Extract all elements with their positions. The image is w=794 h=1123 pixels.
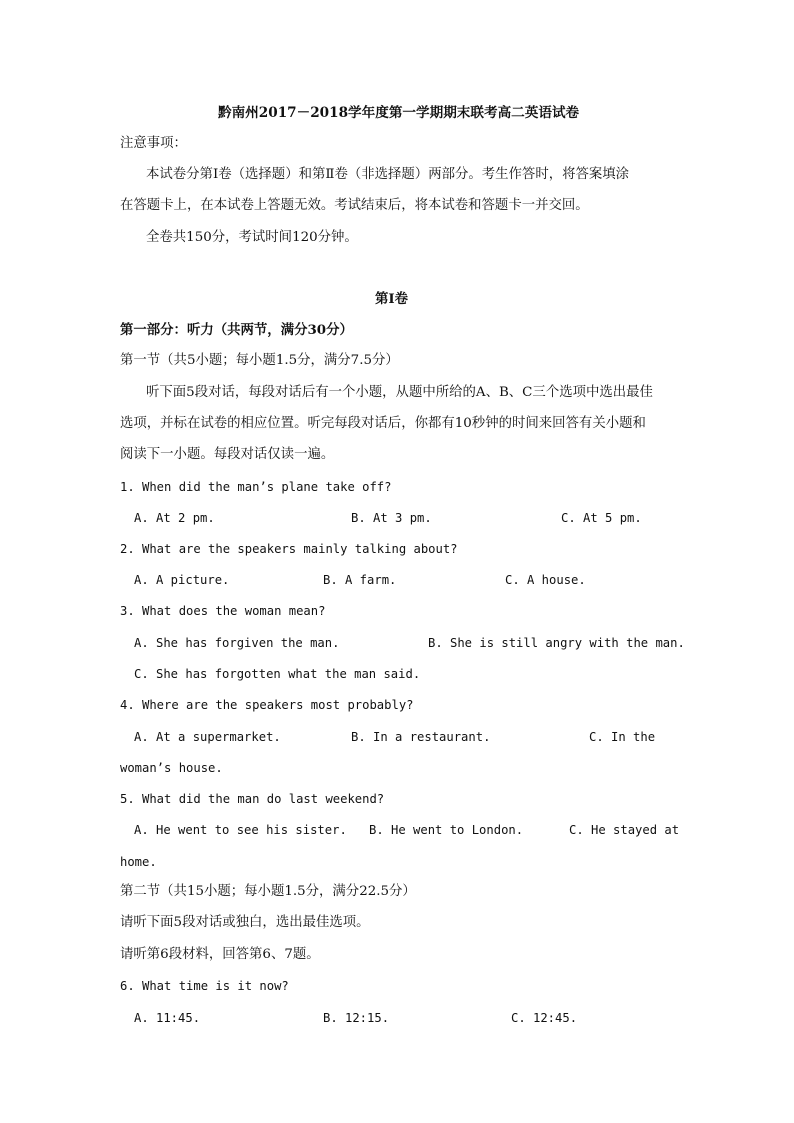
section2-instruction: 请听下面5段对话或独白，选出最佳选项。 bbox=[120, 915, 370, 930]
section1-instruction-3: 阅读下一小题。每段对话仅读一遍。 bbox=[120, 447, 335, 462]
question-5-option-c: C. He stayed at bbox=[569, 823, 680, 837]
question-1-option-a: A. At 2 pm. bbox=[134, 511, 215, 525]
notice-label: 注意事项： bbox=[120, 136, 187, 151]
part1-title: 第一部分：听力（共两节，满分30分） bbox=[120, 322, 353, 338]
question-5-option-b: B. He went to London. bbox=[369, 823, 524, 837]
question-2-option-b: B. A farm. bbox=[323, 573, 397, 587]
question-5-option-a: A. He went to see his sister. bbox=[134, 823, 347, 837]
volume-title: 第Ⅰ卷 bbox=[375, 291, 409, 307]
question-4-option-c-continued: woman’s house. bbox=[120, 761, 223, 775]
section2-title: 第二节（共15小题；每小题1.5分，满分22.5分） bbox=[120, 884, 416, 899]
question-2-option-a: A. A picture. bbox=[134, 573, 230, 587]
question-4-option-a: A. At a supermarket. bbox=[134, 730, 281, 744]
question-5-option-c-continued: home. bbox=[120, 855, 157, 869]
question-1-stem: 1. When did the man’s plane take off? bbox=[120, 480, 392, 494]
question-1-option-b: B. At 3 pm. bbox=[351, 511, 432, 525]
question-3-option-b: B. She is still angry with the man. bbox=[428, 636, 685, 650]
question-5-stem: 5. What did the man do last weekend? bbox=[120, 792, 385, 806]
question-3-option-c: C. She has forgotten what the man said. bbox=[134, 667, 421, 681]
question-6-option-a: A. 11:45. bbox=[134, 1011, 201, 1025]
question-3-option-a: A. She has forgiven the man. bbox=[134, 636, 340, 650]
question-6-option-b: B. 12:15. bbox=[323, 1011, 390, 1025]
notice-line-1: 本试卷分第Ⅰ卷（选择题）和第Ⅱ卷（非选择题）两部分。考生作答时，将答案填涂 bbox=[146, 167, 630, 182]
notice-line-2: 在答题卡上，在本试卷上答题无效。考试结束后，将本试卷和答题卡一并交回。 bbox=[120, 198, 589, 213]
question-3-stem: 3. What does the woman mean? bbox=[120, 604, 326, 618]
question-2-stem: 2. What are the speakers mainly talking about? bbox=[120, 542, 458, 556]
question-4-option-b: B. In a restaurant. bbox=[351, 730, 491, 744]
exam-title: 黔南州2017－2018学年度第一学期期末联考高二英语试卷 bbox=[218, 105, 580, 121]
question-6-option-c: C. 12:45. bbox=[511, 1011, 578, 1025]
question-2-option-c: C. A house. bbox=[505, 573, 586, 587]
section1-instruction-1: 听下面5段对话，每段对话后有一个小题，从题中所给的A、B、C三个选项中选出最佳 bbox=[146, 385, 653, 400]
question-6-stem: 6. What time is it now? bbox=[120, 979, 289, 993]
question-4-stem: 4. Where are the speakers most probably? bbox=[120, 698, 414, 712]
section2-material: 请听第6段材料，回答第6、7题。 bbox=[120, 947, 320, 962]
section1-instruction-2: 选项，并标在试卷的相应位置。听完每段对话后，你都有10秒钟的时间来回答有关小题和 bbox=[120, 416, 646, 431]
notice-line-3: 全卷共150分，考试时间120分钟。 bbox=[146, 230, 358, 245]
question-4-option-c: C. In the bbox=[589, 730, 656, 744]
question-1-option-c: C. At 5 pm. bbox=[561, 511, 642, 525]
section1-title: 第一节（共5小题；每小题1.5分，满分7.5分） bbox=[120, 353, 399, 368]
